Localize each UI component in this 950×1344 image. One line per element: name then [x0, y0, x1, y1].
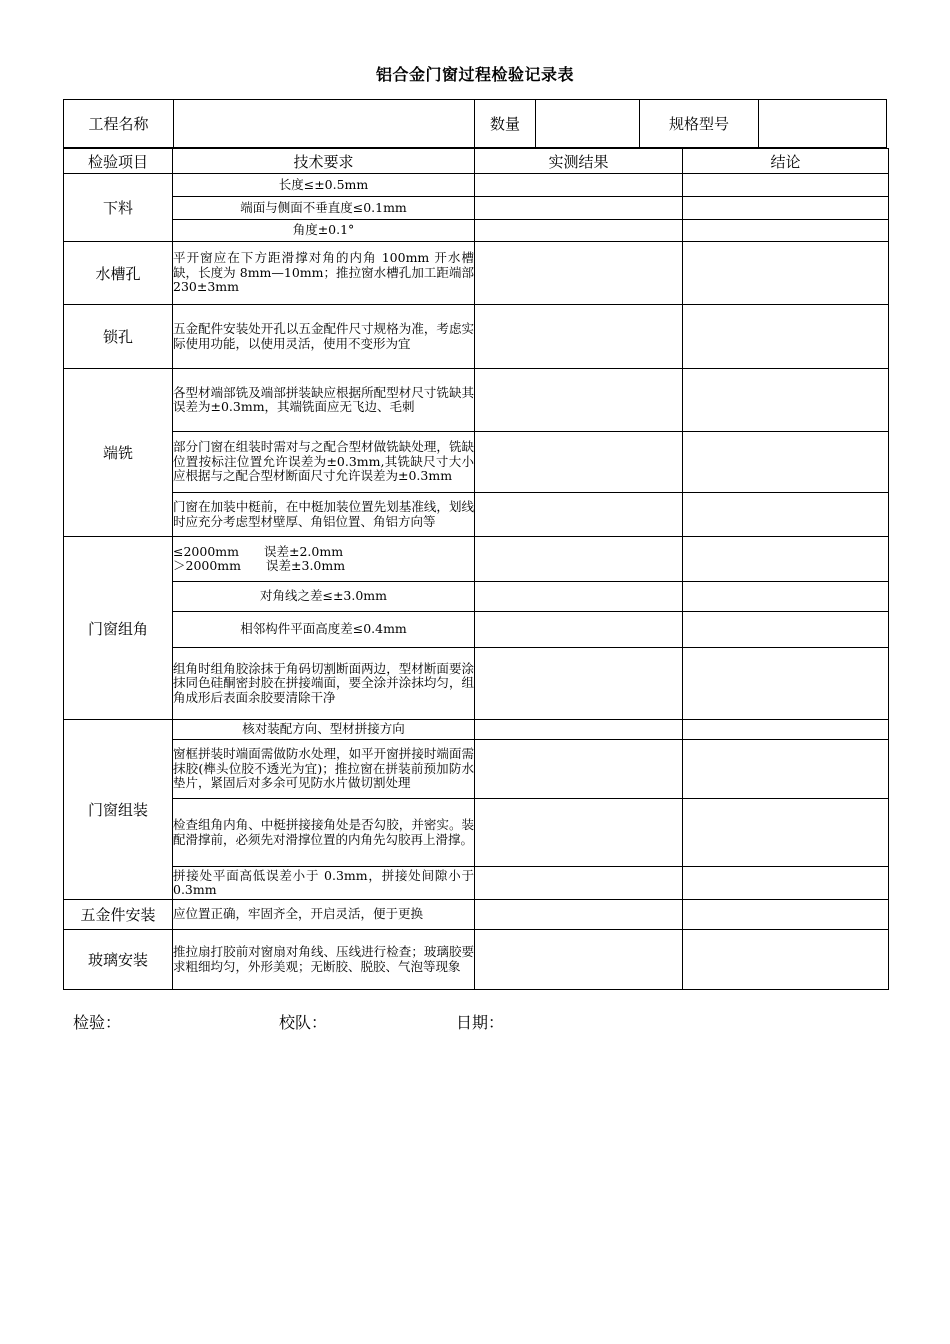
requirement-cell: 对角线之差≤±3.0mm: [173, 582, 475, 612]
requirement-cell: 推拉扇打胶前对窗扇对角线、压线进行检查；玻璃胶要求粗细均匀，外形美观；无断胶、脱胶、气泡等现象: [173, 930, 475, 990]
quantity-label: 数量: [489, 115, 520, 133]
conclusion-cell[interactable]: [683, 220, 889, 242]
conclusion-cell[interactable]: [683, 493, 889, 537]
item-glass-install: 玻璃安装: [64, 930, 173, 990]
table-row: [64, 369, 889, 432]
table-header-row: [64, 149, 889, 174]
table-row: [64, 930, 889, 990]
requirement-cell: 五金配件安装处开孔以五金配件尺寸规格为准，考虑实际使用功能，以使用灵活，使用不变形为宜: [173, 305, 475, 369]
result-cell[interactable]: [475, 220, 683, 242]
requirement-cell: 长度≤±0.5mm: [173, 174, 475, 197]
page-title: 铝合金门窗过程检验记录表: [375, 65, 574, 84]
header-info-box: [63, 99, 887, 148]
requirement-cell: 应位置正确，牢固齐全，开启灵活，便于更换: [173, 900, 475, 930]
requirement-cell: [173, 537, 475, 582]
result-cell[interactable]: [475, 799, 683, 867]
conclusion-cell[interactable]: [683, 900, 889, 930]
proofreader-signature-label: 校队：: [279, 1013, 328, 1032]
table-row: [64, 582, 889, 612]
table-row: [64, 720, 889, 740]
tolerance-line-1: ≤2000mm 误差±2.0mm: [173, 543, 344, 559]
result-cell[interactable]: [475, 197, 683, 220]
conclusion-cell[interactable]: [683, 174, 889, 197]
table-row: [64, 537, 889, 582]
result-cell[interactable]: [475, 740, 683, 799]
requirement-cell: 平开窗应在下方距滑撑对角的内角 100mm 开水槽缺，长度为 8mm—10mm；推拉窗水槽孔加工距端部 230±3mm: [173, 242, 475, 305]
conclusion-cell[interactable]: [683, 537, 889, 582]
requirement-cell: 窗框拼装时端面需做防水处理，如平开窗拼接时端面需抹胶(榫头位胶不透光为宜)；推拉窗在拼装前预加防水垫片，紧固后对多余可见防水片做切割处理: [173, 740, 475, 799]
item-end-milling: 端铣: [64, 369, 173, 537]
table-row: [64, 493, 889, 537]
tolerance-line-2: ＞2000mm 误差±3.0mm: [173, 558, 346, 573]
conclusion-cell[interactable]: [683, 612, 889, 648]
table-row: [64, 900, 889, 930]
result-cell[interactable]: [475, 537, 683, 582]
result-cell[interactable]: [475, 305, 683, 369]
project-name-label: 工程名称: [88, 115, 149, 133]
requirement-cell: 部分门窗在组装时需对与之配合型材做铣缺处理，铣缺位置按标注位置允许误差为±0.3mm,其铣缺尺寸大小应根据与之配合型材断面尺寸允许误差为±0.3mm: [173, 432, 475, 493]
table-row: [64, 242, 889, 305]
item-window-assembly: 门窗组装: [64, 720, 173, 900]
column-header-item: 检验项目: [64, 149, 173, 174]
result-cell[interactable]: [475, 612, 683, 648]
result-cell[interactable]: [475, 369, 683, 432]
conclusion-cell[interactable]: [683, 867, 889, 900]
table-row: [64, 648, 889, 720]
project-name-value[interactable]: [174, 100, 474, 147]
requirement-cell: 核对装配方向、型材拼接方向: [173, 720, 475, 740]
item-hardware-install: 五金件安装: [64, 900, 173, 930]
result-cell[interactable]: [475, 900, 683, 930]
result-cell[interactable]: [475, 174, 683, 197]
conclusion-cell[interactable]: [683, 930, 889, 990]
result-cell[interactable]: [475, 720, 683, 740]
item-lock-hole: 锁孔: [64, 305, 173, 369]
table-row: [64, 197, 889, 220]
requirement-cell: 检查组角内角、中梃拼接接角处是否勾胶，并密实。装配滑撑前，必须先对滑撑位置的内角先勾胶再上滑撑。: [173, 799, 475, 867]
requirement-cell: 角度±0.1°: [173, 220, 475, 242]
column-header-requirement: 技术要求: [173, 149, 475, 174]
result-cell[interactable]: [475, 648, 683, 720]
item-drain-hole: 水槽孔: [64, 242, 173, 305]
conclusion-cell[interactable]: [683, 242, 889, 305]
table-row: [64, 740, 889, 799]
requirement-cell: 端面与侧面不垂直度≤0.1mm: [173, 197, 475, 220]
table-row: [64, 220, 889, 242]
inspector-signature-label: 检验：: [73, 1013, 122, 1032]
column-header-result: 实测结果: [475, 149, 683, 174]
result-cell[interactable]: [475, 432, 683, 493]
requirement-cell: 各型材端部铣及端部拼装缺应根据所配型材尺寸铣缺其误差为±0.3mm，其端铣面应无飞边、毛刺: [173, 369, 475, 432]
conclusion-cell[interactable]: [683, 432, 889, 493]
spec-value[interactable]: [759, 100, 887, 147]
table-row: [64, 612, 889, 648]
column-header-conclusion: 结论: [683, 149, 889, 174]
conclusion-cell[interactable]: [683, 648, 889, 720]
conclusion-cell[interactable]: [683, 582, 889, 612]
date-label: 日期：: [456, 1013, 505, 1032]
conclusion-cell[interactable]: [683, 740, 889, 799]
result-cell[interactable]: [475, 867, 683, 900]
result-cell[interactable]: [475, 582, 683, 612]
requirement-cell: 组角时组角胶涂抹于角码切割断面两边，型材断面要涂抹同色硅酮密封胶在拼接端面，要全涂并涂抹均匀，组角成形后表面余胶要清除干净: [173, 648, 475, 720]
inspection-table: [63, 148, 889, 990]
table-row: [64, 867, 889, 900]
requirement-cell: 门窗在加装中梃前，在中梃加装位置先划基准线，划线时应充分考虑型材壁厚、角铝位置、角铝方向等: [173, 493, 475, 537]
quantity-value[interactable]: [536, 100, 639, 147]
result-cell[interactable]: [475, 930, 683, 990]
requirement-cell: 拼接处平面高低误差小于 0.3mm，拼接处间隙小于 0.3mm: [173, 867, 475, 900]
item-cutting: 下料: [64, 174, 173, 242]
spec-label: 规格型号: [668, 115, 729, 133]
conclusion-cell[interactable]: [683, 369, 889, 432]
conclusion-cell[interactable]: [683, 799, 889, 867]
table-row: [64, 432, 889, 493]
conclusion-cell[interactable]: [683, 305, 889, 369]
item-corner-assembly: 门窗组角: [64, 537, 173, 720]
table-row: [64, 799, 889, 867]
table-row: [64, 174, 889, 197]
result-cell[interactable]: [475, 493, 683, 537]
table-row: [64, 305, 889, 369]
conclusion-cell[interactable]: [683, 197, 889, 220]
conclusion-cell[interactable]: [683, 720, 889, 740]
result-cell[interactable]: [475, 242, 683, 305]
requirement-cell: 相邻构件平面高度差≤0.4mm: [173, 612, 475, 648]
